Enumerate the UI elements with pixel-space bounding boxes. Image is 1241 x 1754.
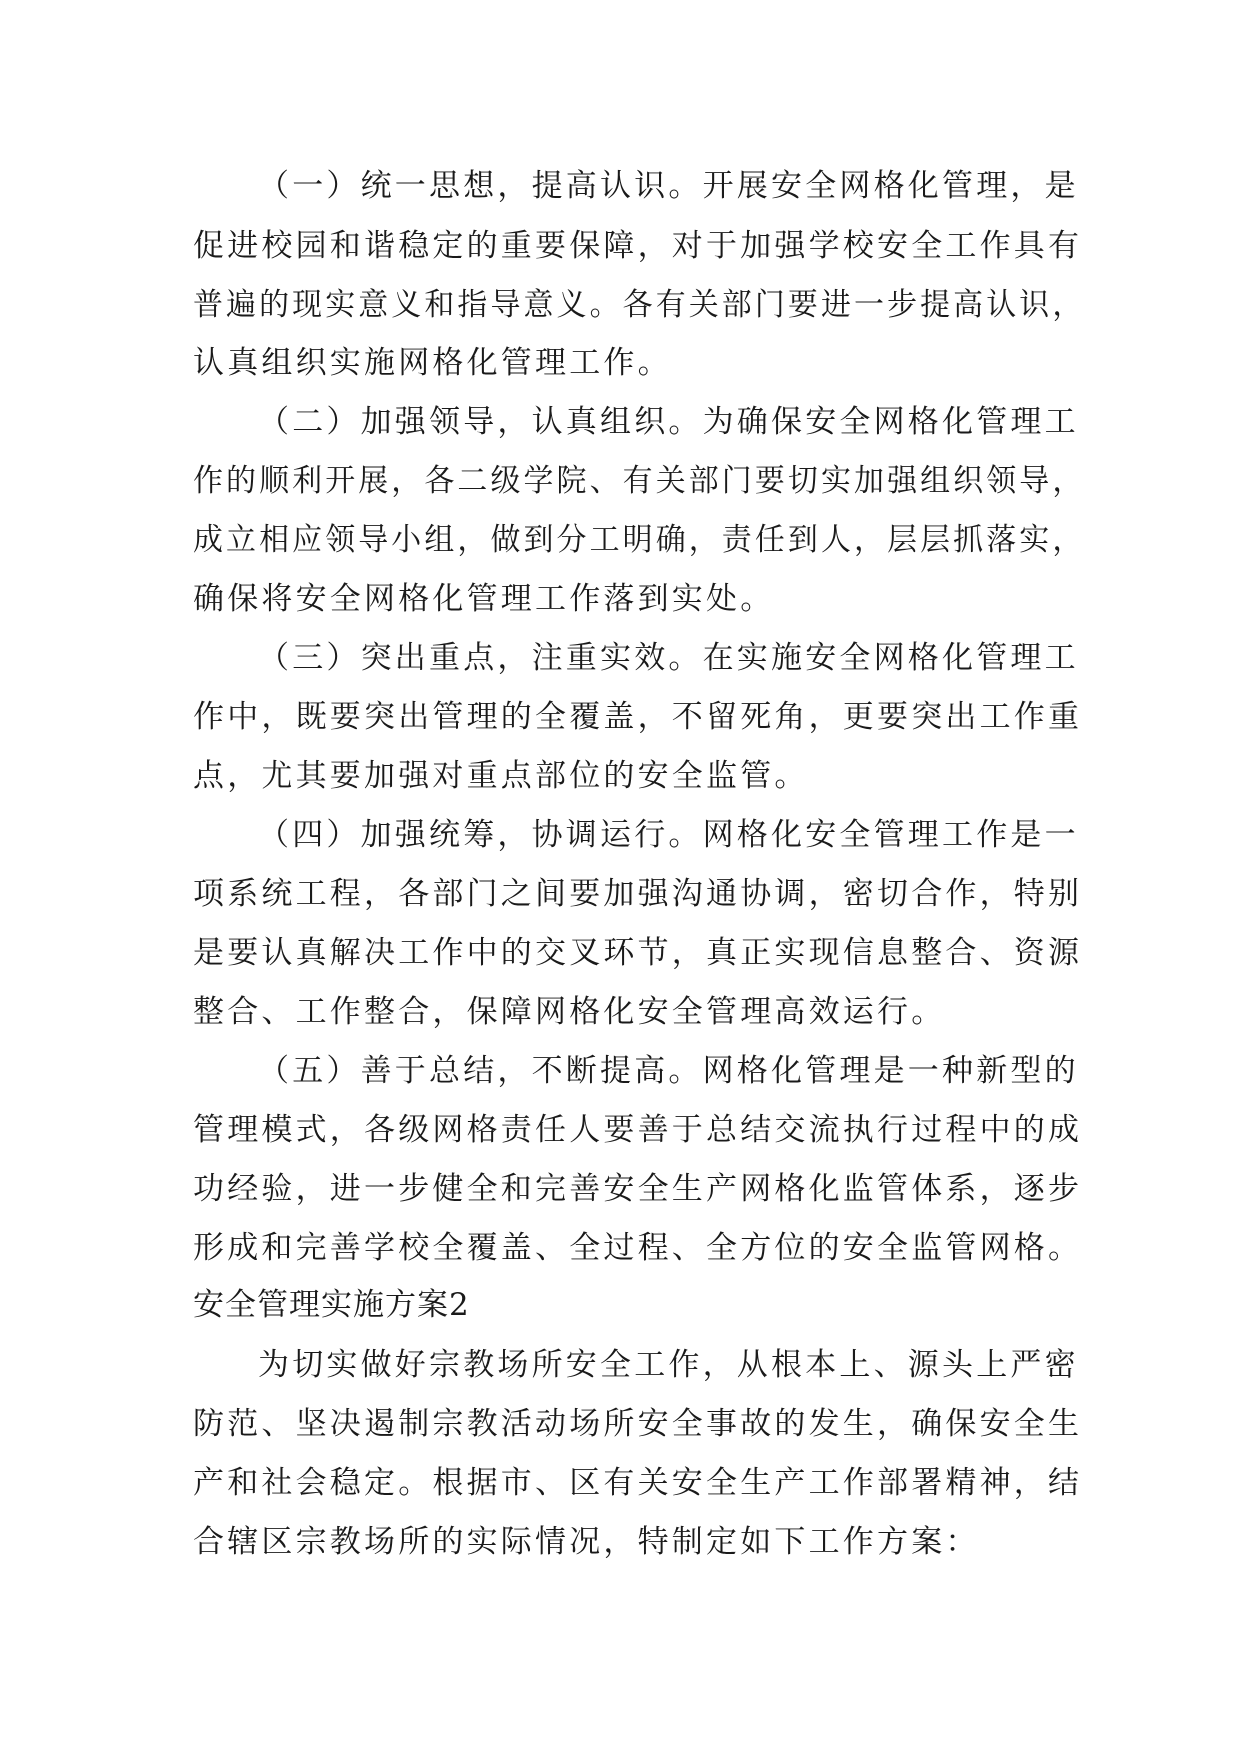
- text-line: 整合、工作整合，保障网格化安全管理高效运行。: [193, 994, 946, 1030]
- section-heading: 安全管理实施方案2: [193, 1287, 470, 1323]
- text-line: 防范、坚决遏制宗教活动场所安全事故的发生，确保安全生: [193, 1406, 1083, 1442]
- text-line: 促进校园和谐稳定的重要保障，对于加强学校安全工作具有: [193, 228, 1083, 264]
- text-line: （二）加强领导，认真组织。为确保安全网格化管理工: [258, 404, 1079, 440]
- text-line: 合辖区宗教场所的实际情况，特制定如下工作方案：: [193, 1524, 980, 1560]
- text-line: 成立相应领导小组，做到分工明确，责任到人，层层抓落实，: [193, 522, 1086, 558]
- text-line: 项系统工程，各部门之间要加强沟通协调，密切合作，特别: [193, 876, 1083, 912]
- text-line: 普遍的现实意义和指导意义。各有关部门要进一步提高认识，: [193, 287, 1086, 323]
- text-line: 形成和完善学校全覆盖、全过程、全方位的安全监管网格。: [193, 1230, 1083, 1266]
- text-line: 是要认真解决工作中的交叉环节，真正实现信息整合、资源: [193, 935, 1083, 971]
- text-line: 点，尤其要加强对重点部位的安全监管。: [193, 758, 809, 794]
- text-line: 认真组织实施网格化管理工作。: [193, 345, 672, 381]
- text-line: 作中，既要突出管理的全覆盖，不留死角，更要突出工作重: [193, 699, 1083, 735]
- text-line: 功经验，进一步健全和完善安全生产网格化监管体系，逐步: [193, 1171, 1083, 1207]
- text-line: 作的顺利开展，各二级学院、有关部门要切实加强组织领导，: [193, 463, 1086, 499]
- text-line: 为切实做好宗教场所安全工作，从根本上、源头上严密: [258, 1347, 1079, 1383]
- text-line: 产和社会稳定。根据市、区有关安全生产工作部署精神，结: [193, 1465, 1083, 1501]
- text-line: （三）突出重点，注重实效。在实施安全网格化管理工: [258, 640, 1079, 676]
- text-line: 管理模式，各级网格责任人要善于总结交流执行过程中的成: [193, 1112, 1083, 1148]
- text-line: 确保将安全网格化管理工作落到实处。: [193, 581, 775, 617]
- text-line: （一）统一思想，提高认识。开展安全网格化管理，是: [258, 168, 1079, 204]
- text-line: （四）加强统筹，协调运行。网格化安全管理工作是一: [258, 817, 1079, 853]
- text-line: （五）善于总结，不断提高。网格化管理是一种新型的: [258, 1053, 1079, 1089]
